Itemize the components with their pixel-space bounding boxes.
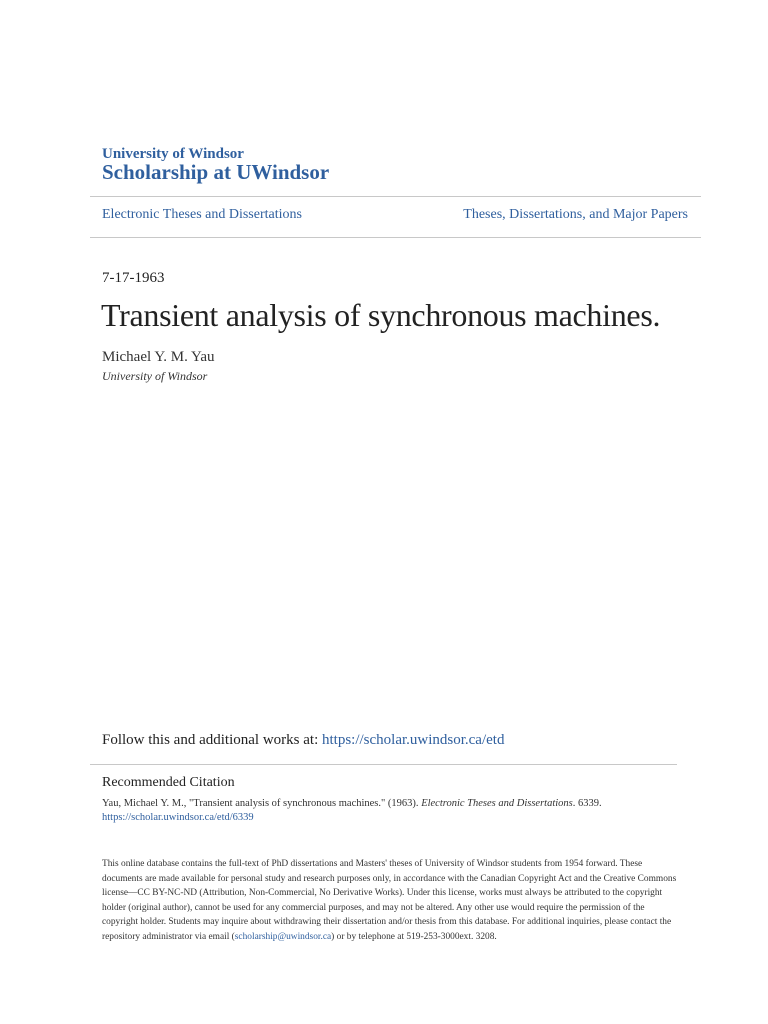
citation-link[interactable]: https://scholar.uwindsor.ca/etd/6339 <box>102 812 254 823</box>
copyright-notice <box>102 857 677 945</box>
follow-line <box>102 732 504 749</box>
citation-heading: Recommended Citation <box>102 775 235 790</box>
author-name: Michael Y. M. Yau <box>102 349 215 365</box>
citation-block <box>102 797 692 825</box>
follow-label: Follow this and additional works at: <box>102 732 322 748</box>
follow-link[interactable]: https://scholar.uwindsor.ca/etd <box>321 732 505 748</box>
notice-text-end: ) or by telephone at 519-253-3000ext. 3208. <box>331 931 497 942</box>
repository-name[interactable]: Scholarship at UWindsor <box>102 160 330 184</box>
collection-link[interactable]: Electronic Theses and Dissertations <box>102 207 302 222</box>
citation-journal: Electronic Theses and Dissertations <box>421 798 573 809</box>
notice-text: This online database contains the full-text of PhD dissertations and Masters' theses of University of Windsor students from 1954 forward. These documents are made available for personal study and research purposes only, in accordance with the Canadian Copyright Act and the Creative Commons license—CC BY-NC-ND (Attribution, Non-Commercial, No Derivative Works). Under this license, works must always be attributed to the copyright holder (original author), cannot be used for any commercial purposes, and may not be altered. Any other use would require the permission of the copyright holder. Students may inquire about withdrawing their dissertation and/or thesis from this database. For additional inquiries, please contact the repository administrator via email ( <box>102 859 677 942</box>
publication-date: 7-17-1963 <box>102 270 165 286</box>
document-title: Transient analysis of synchronous machines. <box>101 297 661 333</box>
header-divider-top <box>90 196 701 197</box>
institution-name[interactable]: University of Windsor <box>102 146 244 162</box>
series-link[interactable]: Theses, Dissertations, and Major Papers <box>463 207 688 222</box>
citation-number: . 6339. <box>572 798 602 809</box>
contact-email-link[interactable]: scholarship@uwindsor.ca <box>234 931 332 942</box>
header-divider-bottom <box>90 237 701 238</box>
citation-divider <box>90 764 677 765</box>
citation-text: Yau, Michael Y. M., "Transient analysis of synchronous machines." (1963). <box>102 798 422 809</box>
author-affiliation: University of Windsor <box>102 369 208 383</box>
